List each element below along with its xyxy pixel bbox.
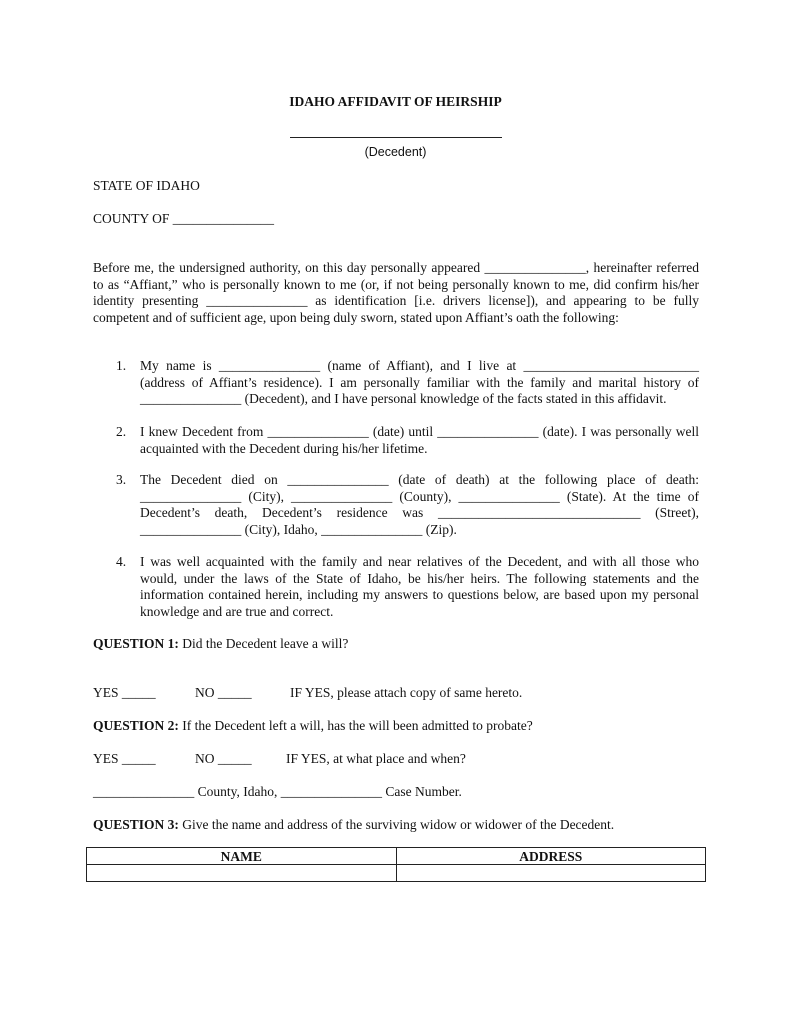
- intro-paragraph: Before me, the undersigned authority, on this day personally appeared _______________, hereinafter referred to as “Affiant,” who is personally known to me (or, if not being personally known to me, did confirm his/her identity presenting _______________ as identification [i.e. drivers license]), and appearing to be fully competent and of sufficient age, upon being duly sworn, stated upon Affiant’s oath the following:: [93, 260, 699, 325]
- question-1: [93, 636, 348, 653]
- item-number: 3.: [116, 472, 127, 487]
- question-label: QUESTION 1:: [93, 636, 179, 651]
- address-column-header: ADDRESS: [396, 848, 706, 865]
- document-title: IDAHO AFFIDAVIT OF HEIRSHIP: [289, 94, 502, 109]
- decedent-signature-line[interactable]: [290, 137, 502, 138]
- name-column-header: NAME: [87, 848, 397, 865]
- q1-yes-field[interactable]: YES _____: [93, 685, 156, 700]
- item-text: The Decedent died on _______________ (date of death) at the following place of death: _______________ (City), _______________ (County), _______________ (State). At the time of Decedent’s death, Decedent’s residence was ______________________________ (Street), _______________ (City), Idaho, _______________ (Zip).: [140, 472, 699, 537]
- item-text: I was well acquainted with the family and near relatives of the Decedent, and with all those who would, under the laws of the State of Idaho, be his/her heirs. The following statements and the information contained herein, including my answers to questions below, are based upon my personal knowledge and are true and correct.: [140, 554, 699, 619]
- state-line: STATE OF IDAHO: [93, 178, 200, 193]
- question-3: [93, 817, 614, 834]
- name-cell[interactable]: [87, 865, 397, 882]
- q1-no-field[interactable]: NO _____: [195, 685, 252, 700]
- table-header-row: [87, 848, 706, 865]
- q2-no-field[interactable]: NO _____: [195, 751, 252, 766]
- decedent-label: (Decedent): [364, 145, 427, 159]
- county-line[interactable]: COUNTY OF _______________: [93, 211, 275, 226]
- probate-case-line[interactable]: _______________ County, Idaho, _______________ Case Number.: [93, 784, 462, 799]
- widow-table: [86, 847, 706, 882]
- item-number: 4.: [116, 554, 127, 569]
- question-text: If the Decedent left a will, has the will been admitted to probate?: [178, 718, 533, 733]
- question-label: QUESTION 3:: [93, 817, 179, 832]
- question-label: QUESTION 2:: [93, 718, 179, 733]
- q1-note: IF YES, please attach copy of same hereto.: [290, 685, 523, 700]
- q2-yes-field[interactable]: YES _____: [93, 751, 156, 766]
- item-text: My name is _______________ (name of Affiant), and I live at __________________________ (address of Affiant’s residence). I am personally familiar with the family and marital history of _______________ (Decedent), and I have personal knowledge of the facts stated in this affidavit.: [140, 358, 699, 406]
- item-number: 1.: [116, 358, 127, 373]
- q2-note: IF YES, at what place and when?: [286, 751, 466, 766]
- address-cell[interactable]: [396, 865, 706, 882]
- table-row: [87, 865, 706, 882]
- question-text: Give the name and address of the surviving widow or widower of the Decedent.: [178, 817, 615, 832]
- question-2: [93, 718, 533, 735]
- item-text: I knew Decedent from _______________ (date) until _______________ (date). I was personally well acquainted with the Decedent during his/her lifetime.: [140, 424, 699, 456]
- item-number: 2.: [116, 424, 127, 439]
- question-text: Did the Decedent leave a will?: [178, 636, 349, 651]
